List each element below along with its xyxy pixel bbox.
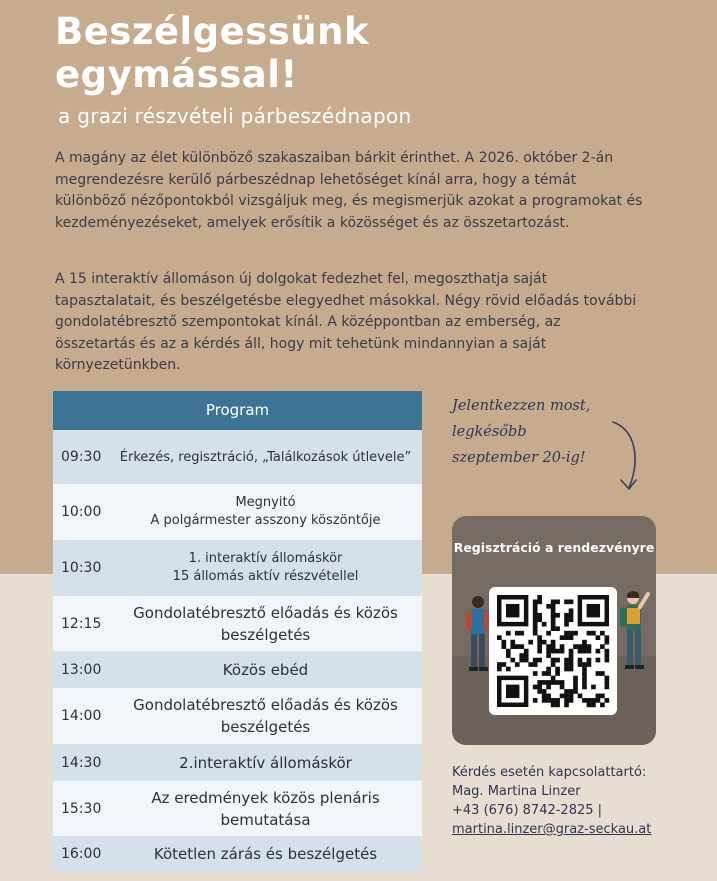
program-time: 10:00 [61, 504, 102, 520]
page-subtitle: a grazi részvételi párbeszédnapon [58, 104, 412, 128]
contact-block [452, 763, 651, 839]
contact-phone: +43 (676) 8742-2825 | [452, 803, 603, 818]
program-row [53, 540, 422, 596]
program-activity [115, 787, 422, 831]
activity-line-1: 2.interaktív állomáskör [179, 753, 352, 772]
program-time: 14:00 [61, 708, 102, 724]
program-time: 14:30 [61, 754, 102, 771]
activity-line-2: 15 állomás aktív részvétellel [172, 569, 359, 584]
program-time: 09:30 [61, 449, 102, 465]
program-activity [115, 494, 422, 530]
person-right-icon [618, 588, 650, 674]
activity-line-1: Érkezés, regisztráció, „Találkozások útlevele” [119, 449, 412, 465]
program-activity [115, 752, 422, 774]
activity-line-1: Közös ebéd [222, 660, 309, 679]
program-row [53, 651, 422, 688]
registration-card[interactable] [452, 516, 656, 745]
contact-label: Kérdés esetén kapcsolattartó: [452, 765, 647, 780]
activity-line-2: bemutatása [220, 810, 311, 829]
registration-title: Regisztráció a rendezvényre [453, 540, 655, 555]
program-row [53, 596, 422, 651]
program-row [53, 744, 422, 781]
signup-line-3: szeptember 20-ig! [452, 450, 586, 466]
activity-line-2: A polgármester asszony köszöntője [150, 513, 381, 528]
title-line-1: Beszélgessünk [55, 10, 370, 53]
intro-paragraph-1: A magány az élet különböző szakaszaiban bárkit érinthet. A 2026. október 2-án megrendezésre kerülő párbeszédnap lehetőséget kínál arra, hogy a témát különböző nézőpontokból vizsgáljuk meg, és megismerjük azokat a programokat és kezdeményezéseket, amelyek erősítik a közösséget és az összetartozást. [55, 150, 643, 231]
program-table [53, 391, 422, 872]
signup-note [452, 393, 590, 471]
page-title [55, 10, 675, 96]
signup-line-1: Jelentkezzen most, [452, 398, 591, 414]
program-header: Program [53, 391, 422, 430]
program-row [53, 430, 422, 484]
program-activity [115, 843, 422, 865]
program-row [53, 836, 422, 872]
program-time: 13:00 [61, 661, 102, 678]
activity-line-1: 1. interaktív állomáskör [188, 551, 343, 566]
program-time: 12:15 [61, 615, 102, 632]
program-activity [115, 550, 422, 586]
program-row [53, 781, 422, 836]
program-time: 16:00 [61, 846, 102, 862]
activity-line-1: Gondolatébresztő előadás és közös [133, 603, 398, 622]
program-time: 15:30 [61, 800, 102, 817]
signup-line-2: legkésőbb [452, 424, 527, 440]
activity-line-2: beszélgetés [220, 625, 311, 644]
program-activity [115, 694, 422, 738]
activity-line-1: Kötetlen zárás és beszélgetés [153, 845, 378, 863]
program-activity [115, 602, 422, 646]
activity-line-1: Az eredmények közös plenáris [151, 788, 380, 807]
qr-code-icon[interactable] [489, 587, 617, 715]
program-time: 10:30 [61, 560, 102, 576]
activity-line-1: Gondolatébresztő előadás és közös [133, 696, 398, 714]
qr-code-box[interactable] [489, 587, 617, 715]
curved-arrow-icon [605, 418, 645, 496]
title-line-2: egymással! [55, 53, 298, 96]
activity-line-1: Megnyitó [235, 495, 296, 510]
program-row [53, 688, 422, 744]
program-activity [115, 448, 422, 467]
intro-paragraph-2: A 15 interaktív állomáson új dolgokat fedezhet fel, megoszthatja saját tapasztalatait, és beszélgetésbe elegyedhet másokkal. Négy rövid előadás további gondolatébresztő szempontokat kínál. A középpontban az emberség, az összetartás és az a kérdés áll, hogy mit tehetünk mindannyian a saját környezetünkben. [55, 271, 637, 373]
activity-line-2: beszélgetés [220, 718, 311, 736]
contact-email-link[interactable]: martina.linzer@graz-seckau.at [452, 822, 652, 837]
program-activity [115, 659, 422, 681]
program-row [53, 484, 422, 540]
contact-name: Mag. Martina Linzer [452, 784, 581, 799]
